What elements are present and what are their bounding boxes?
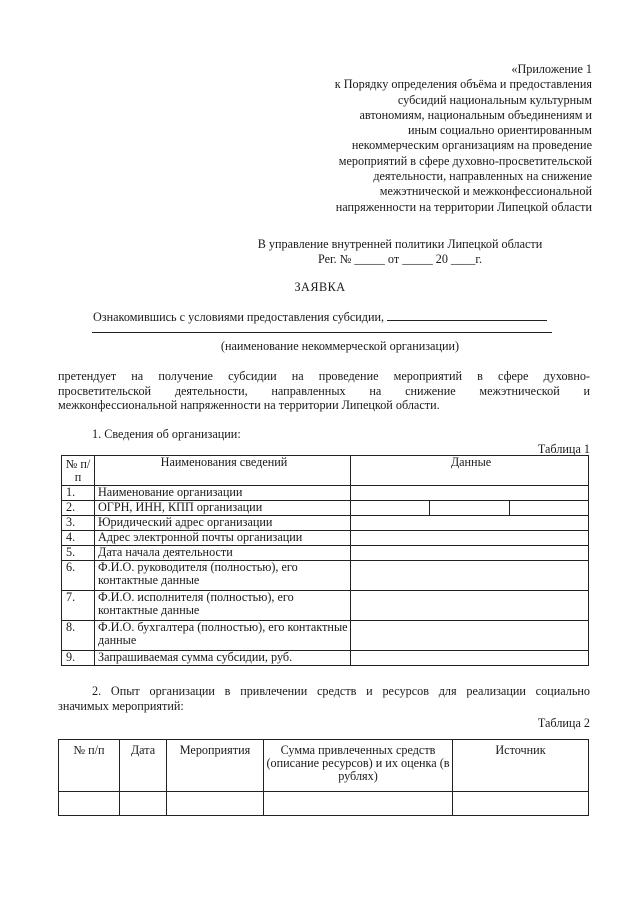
row-name: Ф.И.О. руководителя (полностью), его контактные данные bbox=[95, 561, 351, 591]
table1-header-name: Наименования сведений bbox=[95, 456, 351, 486]
kpp-field[interactable] bbox=[509, 501, 588, 515]
row-num: 2. bbox=[62, 501, 95, 516]
row-name: Ф.И.О. бухгалтера (полностью), его контактные данные bbox=[95, 621, 351, 651]
table2-header-num: № п/п bbox=[59, 740, 120, 792]
table2-cell[interactable] bbox=[59, 792, 120, 816]
row-name: Юридический адрес организации bbox=[95, 516, 351, 531]
intro-text: Ознакомившись с условиями предоставления субсидии, bbox=[93, 310, 385, 324]
data-cell[interactable] bbox=[351, 516, 589, 531]
section2-line: значимых мероприятий: bbox=[58, 698, 184, 713]
appendix-line: напряженности на территории Липецкой области bbox=[335, 199, 592, 214]
table2-cell[interactable] bbox=[453, 792, 589, 816]
table2-header-date: Дата bbox=[120, 740, 167, 792]
document-title: ЗАЯВКА bbox=[294, 280, 346, 294]
row-name: Адрес электронной почты организации bbox=[95, 531, 351, 546]
row-num: 1. bbox=[62, 486, 95, 501]
table-row bbox=[62, 501, 589, 516]
table-row bbox=[62, 486, 589, 501]
ogrn-field[interactable] bbox=[351, 501, 429, 515]
table-row bbox=[62, 651, 589, 666]
row-num: 4. bbox=[62, 531, 95, 546]
table2-header-amount: Сумма привлеченных средств (описание ресурсов) и их оценка (в рублях) bbox=[264, 740, 453, 792]
appendix-line: к Порядку определения объёма и предоставления bbox=[334, 77, 592, 92]
data-cell-split[interactable] bbox=[351, 501, 589, 516]
data-cell[interactable] bbox=[351, 531, 589, 546]
row-num: 3. bbox=[62, 516, 95, 531]
row-name: Дата начала деятельности bbox=[95, 546, 351, 561]
table-row bbox=[62, 546, 589, 561]
addressee-block bbox=[240, 237, 560, 267]
organization-caption: (наименование некоммерческой организации) bbox=[220, 339, 460, 353]
appendix-line: «Приложение 1 bbox=[511, 62, 592, 76]
organization-name-blank[interactable] bbox=[387, 309, 547, 321]
appendix-line: межэтнической и межконфессиональной bbox=[379, 184, 592, 199]
appendix-line: иным социально ориентированным bbox=[408, 123, 592, 138]
table-row bbox=[59, 792, 589, 816]
appendix-line: мероприятий в сфере духовно-просветительской bbox=[338, 153, 592, 168]
table1-header-num: № п/п bbox=[62, 456, 95, 486]
table-row bbox=[62, 561, 589, 591]
row-num: 7. bbox=[62, 591, 95, 621]
paragraph-line: претендует на получение субсидии на проведение мероприятий в сфере духовно- bbox=[58, 369, 590, 383]
data-cell[interactable] bbox=[351, 591, 589, 621]
appendix-line: некоммерческим организациям на проведение bbox=[351, 138, 592, 153]
row-num: 5. bbox=[62, 546, 95, 561]
paragraph-line: просветительской деятельности, направленных на снижение межэтнической и bbox=[58, 383, 590, 398]
table-row bbox=[62, 531, 589, 546]
row-name: Запрашиваемая сумма субсидии, руб. bbox=[95, 651, 351, 666]
data-cell[interactable] bbox=[351, 546, 589, 561]
row-name: Наименование организации bbox=[95, 486, 351, 501]
row-name: Ф.И.О. исполнителя (полностью), его контактные данные bbox=[95, 591, 351, 621]
appendix-header bbox=[292, 62, 592, 215]
table2-cell[interactable] bbox=[120, 792, 167, 816]
row-name: ОГРН, ИНН, КПП организации bbox=[95, 501, 351, 516]
data-cell[interactable] bbox=[351, 621, 589, 651]
inn-field[interactable] bbox=[429, 501, 508, 515]
row-num: 6. bbox=[62, 561, 95, 591]
table-row bbox=[62, 591, 589, 621]
section1-heading: 1. Сведения об организации: bbox=[92, 427, 241, 441]
section2-heading bbox=[58, 684, 590, 713]
table2-cell[interactable] bbox=[264, 792, 453, 816]
organization-name-line[interactable] bbox=[92, 332, 552, 333]
data-cell[interactable] bbox=[351, 561, 589, 591]
registration-line: Рег. № _____ от _____ 20 ____г. bbox=[317, 252, 483, 266]
ogrn-inn-kpp-fields bbox=[351, 501, 588, 515]
table-row bbox=[62, 621, 589, 651]
table1-label: Таблица 1 bbox=[537, 442, 590, 456]
purpose-paragraph bbox=[58, 369, 590, 413]
addressee-line: В управление внутренней политики Липецкой области bbox=[257, 237, 543, 251]
table-row bbox=[62, 516, 589, 531]
section2-line: 2. Опыт организации в привлечении средств и ресурсов для реализации социально bbox=[92, 684, 590, 698]
intro-line bbox=[93, 309, 547, 325]
appendix-line: субсидий национальным культурным bbox=[397, 92, 592, 107]
paragraph-line: межконфессиональной напряженности на территории Липецкой области. bbox=[58, 398, 440, 412]
table2-header-events: Мероприятия bbox=[167, 740, 264, 792]
table2-label: Таблица 2 bbox=[537, 716, 590, 730]
organization-info-table bbox=[61, 455, 589, 666]
appendix-line: автономиям, национальным объединениям и bbox=[359, 107, 592, 122]
appendix-line: деятельности, направленных на снижение bbox=[373, 169, 592, 184]
data-cell[interactable] bbox=[351, 651, 589, 666]
table2-header-source: Источник bbox=[453, 740, 589, 792]
table1-header-data: Данные bbox=[351, 456, 589, 486]
fundraising-experience-table bbox=[58, 739, 589, 816]
data-cell[interactable] bbox=[351, 486, 589, 501]
table2-cell[interactable] bbox=[167, 792, 264, 816]
row-num: 9. bbox=[62, 651, 95, 666]
row-num: 8. bbox=[62, 621, 95, 651]
